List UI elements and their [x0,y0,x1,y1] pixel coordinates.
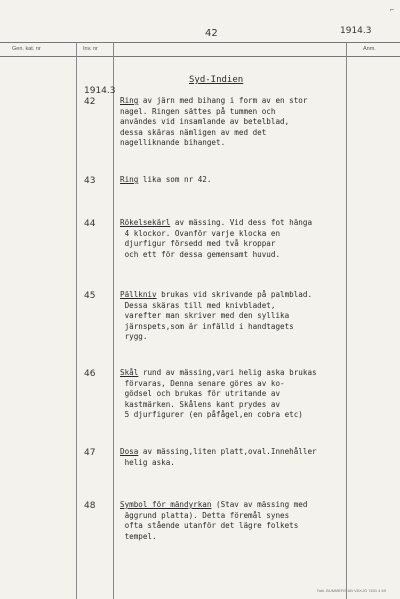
catalog-entry [120,218,346,260]
entry-term: Skål [120,368,139,377]
catalog-entry [120,290,346,343]
header-bottom-rule [0,56,400,57]
entry-term: Ring [120,175,139,184]
inv-number: 47 [84,448,96,458]
entry-term: Symbol för mändyrkan [120,500,212,509]
section-title: Syd-Indien [189,75,244,85]
catalog-entry [120,96,346,149]
catalog-entry [120,175,346,186]
entry-description: (Stav av mässing med äggrund platta). Detta föremål synes ofta stående utanför det lägre folkets tempel. [124,500,308,541]
entry-description: av mässing. Vid dess fot hänga 4 klockor. Ovanför varje klocka en djurfigur försedd med två kroppar och ett för dessa gemensamt huvud. [124,218,313,259]
col-header-anm: Anm. [363,46,376,52]
column-divider-2 [113,42,114,599]
entry-description: brukas vid skrivande på palmblad. Dessa skäras till med knivbladet, varefter man skriver med den syllika järnspets,som är infälld i handtagets rygg. [124,290,313,341]
inv-number: 45 [84,291,96,301]
col-header-inv: Inv. nr [83,46,98,52]
catalog-entry [120,500,346,542]
inv-number: 48 [84,501,96,511]
column-divider-1 [76,42,77,599]
catalog-entry [120,447,346,468]
entry-description: av mässing,liten platt,oval.Innehåller helig aska. [124,447,317,467]
header-top-rule [0,42,400,43]
entry-year: 1914.3 [84,86,116,96]
inv-number: 46 [84,369,96,379]
header-year: 1914.3 [340,26,372,36]
column-divider-3 [346,42,347,599]
entry-term: Ring [120,96,139,105]
entry-description: av järn med bihang i form av en stor nagel. Ringen sättes på tummen och användes vid insamlande av betelblad, dessa skäras nämligen av med det nagelliknande bihanget. [120,96,308,147]
entry-term: Dosa [120,447,139,456]
inv-number: 44 [84,219,96,229]
entry-description: lika som nr 42. [138,175,212,184]
printer-footer: Tabl. BUMMERS AB VÄXJÖ 7451 4 69 [316,588,386,593]
catalog-entry [120,368,346,421]
inv-number: 42 [84,97,96,107]
inv-number: 43 [84,176,96,186]
entry-term: Rökelsekärl [120,218,171,227]
corner-mark: ⌐ [389,6,394,14]
page-number: 42 [205,28,218,39]
col-header-gen-kat: Gen. kat. nr [12,46,41,52]
entry-description: rund av mässing,vari helig aska brukas förvaras, Denna senare göres av ko- gödsel och brukas för utritande av kastmärken. Skålens kant prydes av 5 djurfigurer (en påfågel,en cobra etc) [124,368,317,419]
entry-term: Pällkniv [120,290,157,299]
